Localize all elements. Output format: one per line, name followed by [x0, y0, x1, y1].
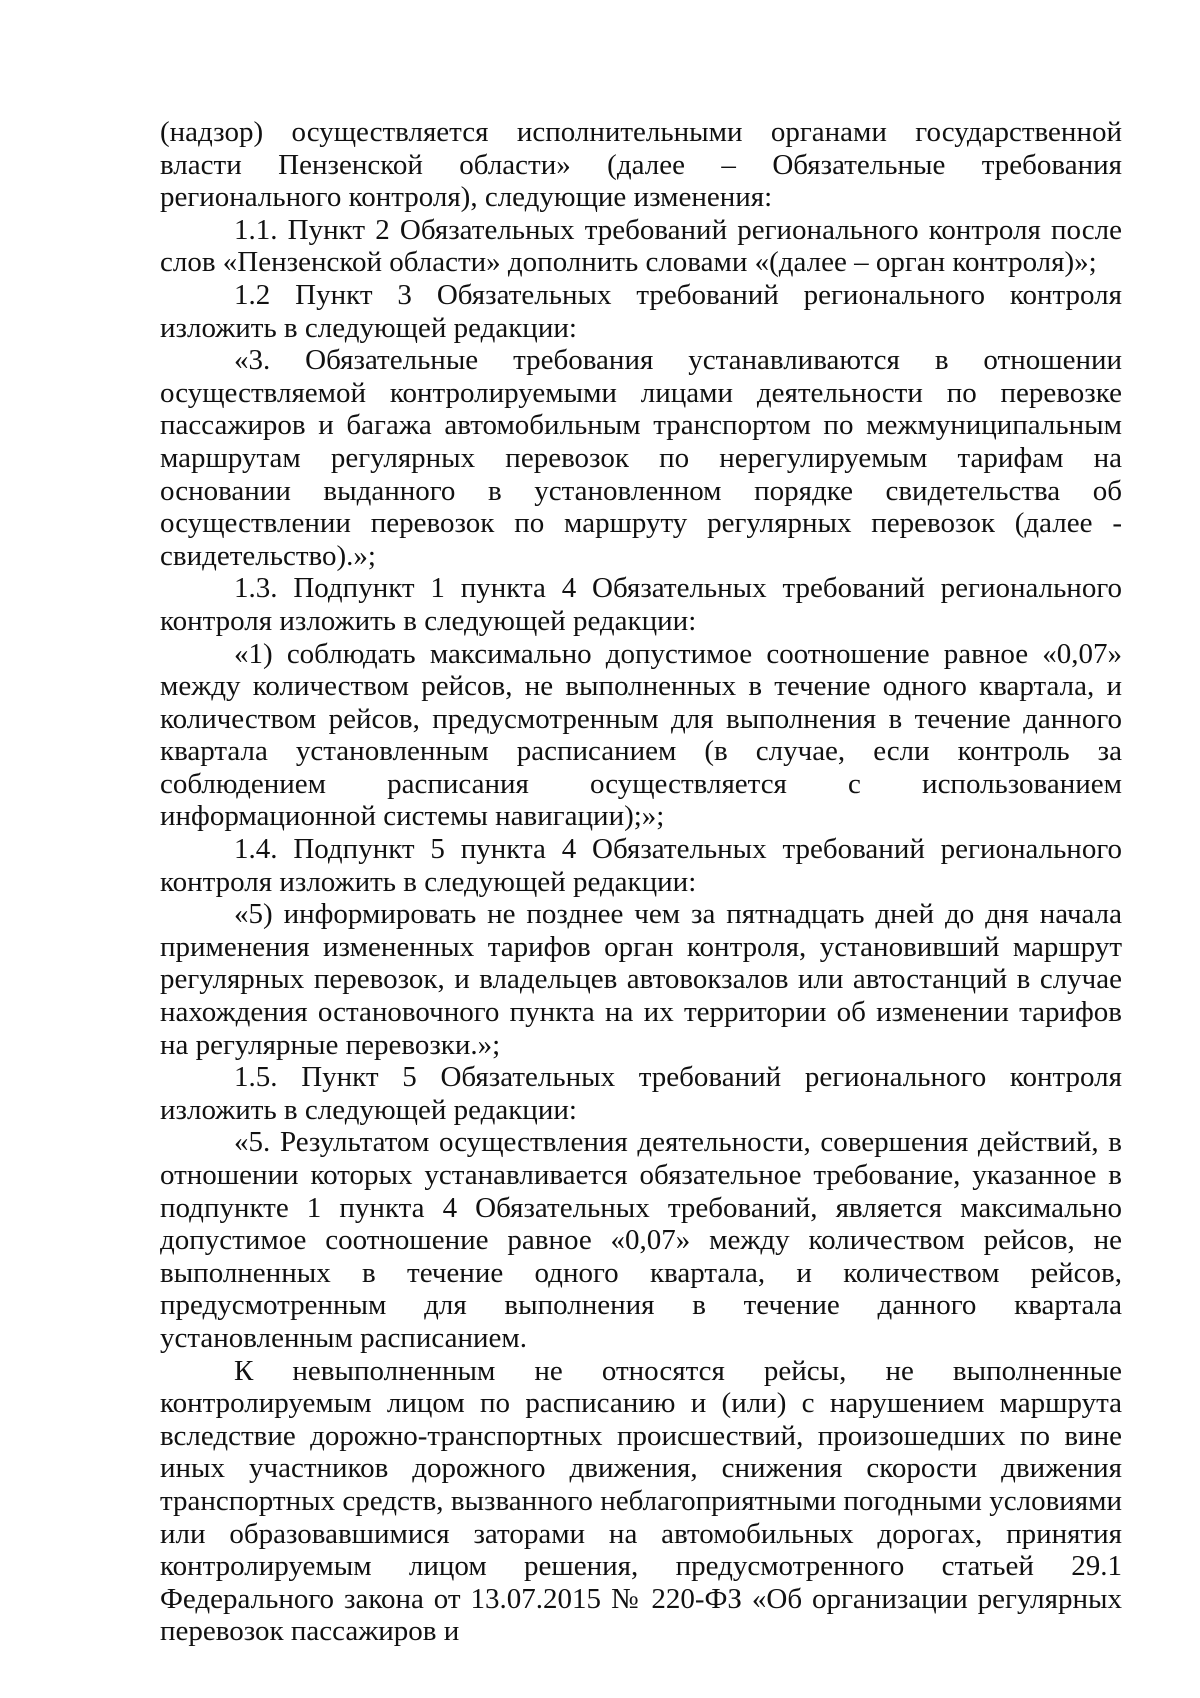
paragraph-point-5-text: «5. Результатом осуществления деятельности, совершения действий, в отношении которых устанавливается обязательное требование, указанное в подпункте 1 пункта 4 Обязательных требований, является максимально допустимое соотношение равное «0,07» между количеством рейсов, не выполненных в течение одного квартала, и количеством рейсов, предусмотренным для выполнения в течение данного квартала установленным расписанием. — [160, 1126, 1122, 1354]
paragraph-exclusions: К невыполненным не относятся рейсы, не выполненные контролируемым лицом по расписанию и (или) с нарушением маршрута вследствие дорожно-транспортных происшествий, произошедших по вине иных участников дорожного движения, снижения скорости движения транспортных средств, вызванного неблагоприятными погодными условиями или образовавшимися заторами на автомобильных дорогах, принятия контролируемым лицом решения, предусмотренного статьей 29.1 Федерального закона от 13.07.2015 № 220-ФЗ «Об организации регулярных перевозок пассажиров и — [160, 1354, 1122, 1648]
paragraph-1-3: 1.3. Подпункт 1 пункта 4 Обязательных требований регионального контроля изложить в следующей редакции: — [160, 572, 1122, 637]
paragraph-1-5: 1.5. Пункт 5 Обязательных требований регионального контроля изложить в следующей редакции: — [160, 1061, 1122, 1126]
paragraph-subpoint-5-text: «5) информировать не позднее чем за пятнадцать дней до дня начала применения измененных тарифов орган контроля, установивший маршрут регулярных перевозок, и владельцев автовокзалов или автостанций в случае нахождения остановочного пункта на их территории об изменении тарифов на регулярные перевозки.»; — [160, 898, 1122, 1061]
document-page — [160, 116, 1122, 1648]
paragraph-1-1: 1.1. Пункт 2 Обязательных требований регионального контроля после слов «Пензенской области» дополнить словами «(далее – орган контроля)»; — [160, 213, 1122, 279]
paragraph-1-4: 1.4. Подпункт 5 пункта 4 Обязательных требований регионального контроля изложить в следующей редакции: — [160, 833, 1122, 898]
paragraph-intro: (надзор) осуществляется исполнительными органами государственной власти Пензенской области» (далее – Обязательные требования регионального контроля), следующие изменения: — [160, 116, 1122, 214]
paragraph-1-2: 1.2 Пункт 3 Обязательных требований регионального контроля изложить в следующей редакции: — [160, 278, 1122, 344]
paragraph-point-3-text: «3. Обязательные требования устанавливаются в отношении осуществляемой контролируемыми лицами деятельности по перевозке пассажиров и багажа автомобильным транспортом по межмуниципальным маршрутам регулярных перевозок по нерегулируемым тарифам на основании выданного в установленном порядке свидетельства об осуществлении перевозок по маршруту регулярных перевозок (далее - свидетельство).»; — [160, 344, 1122, 572]
paragraph-subpoint-1-text: «1) соблюдать максимально допустимое соотношение равное «0,07» между количеством рейсов, не выполненных в течение одного квартала, и количеством рейсов, предусмотренным для выполнения в течение данного квартала установленным расписанием (в случае, если контроль за соблюдением расписания осуществляется с использованием информационной системы навигации);»; — [160, 637, 1122, 833]
